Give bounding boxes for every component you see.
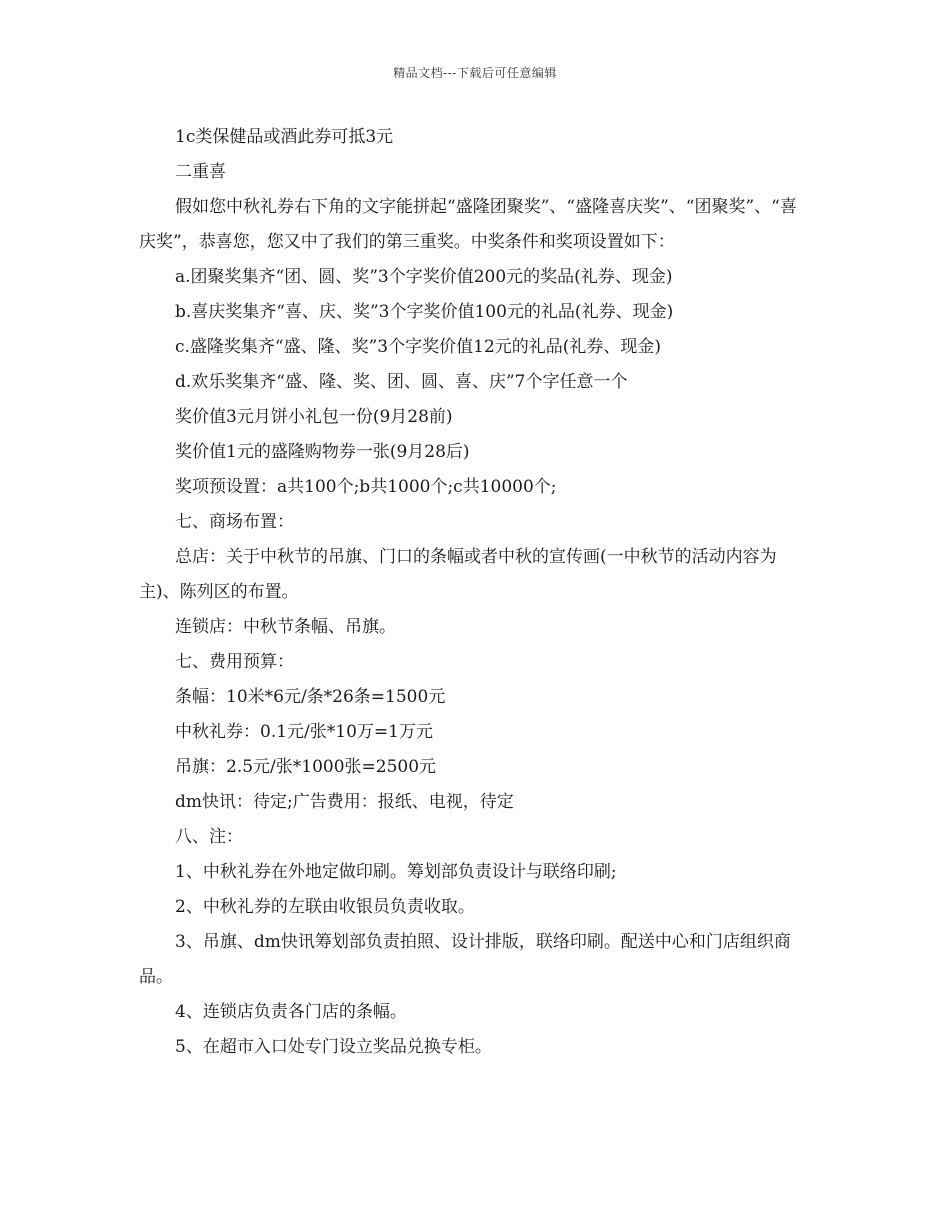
heading-second-prize: 二重喜 (175, 162, 226, 182)
paragraph-note-1: 1、中秋礼券在外地定做印刷。筹划部负责设计与联络印刷; (175, 862, 617, 882)
document-body (139, 120, 807, 1065)
paragraph-prize-quantity: 奖项预设置：a共100个;b共1000个;c共10000个; (175, 477, 557, 497)
paragraph-note-4: 4、连锁店负责各门店的条幅。 (175, 1002, 407, 1022)
paragraph-prize-d: d.欢乐奖集齐“盛、隆、奖、团、圆、喜、庆”7个字任意一个 (175, 372, 628, 392)
paragraph-prize-a: a.团聚奖集齐“团、圆、奖”3个字奖价值200元的奖品(礼券、现金) (175, 267, 673, 287)
paragraph-budget-dm: dm快讯：待定;广告费用：报纸、电视，待定 (175, 792, 514, 812)
paragraph-prize-d-before: 奖价值3元月饼小礼包一份(9月28前) (175, 407, 453, 427)
paragraph-budget-banner: 条幅：10米*6元/条*26条=1500元 (175, 687, 446, 707)
heading-notes: 八、注： (175, 827, 243, 847)
paragraph-budget-flag: 吊旗：2.5元/张*1000张=2500元 (175, 757, 437, 777)
paragraph-prize-b: b.喜庆奖集齐“喜、庆、奖”3个字奖价值100元的礼品(礼券、现金) (175, 302, 674, 322)
paragraph-note-2: 2、中秋礼券的左联由收银员负责收取。 (175, 897, 475, 917)
paragraph-note-3: 3、吊旗、dm快讯筹划部负责拍照、设计排版，联络印刷。配送中心和门店组织商品。 (139, 932, 791, 987)
paragraph-chain-store: 连锁店：中秋节条幅、吊旗。 (175, 617, 396, 637)
paragraph-budget-coupon: 中秋礼券：0.1元/张*10万=1万元 (175, 722, 433, 742)
page-header: 精品文档---下载后可任意编辑 (393, 66, 557, 80)
heading-budget: 七、费用预算： (175, 652, 294, 672)
paragraph-prize-d-after: 奖价值1元的盛隆购物券一张(9月28后) (175, 442, 470, 462)
paragraph-coupon-1c: 1c类保健品或酒此券可抵3元 (175, 127, 394, 147)
paragraph-note-5: 5、在超市入口处专门设立奖品兑换专柜。 (175, 1037, 492, 1057)
paragraph-third-prize-intro: 假如您中秋礼券右下角的文字能拼起“盛隆团聚奖”、“盛隆喜庆奖”、“团聚奖”、“喜庆奖”，恭喜您，您又中了我们的第三重奖。中奖条件和奖项设置如下： (139, 197, 797, 252)
paragraph-prize-c: c.盛隆奖集齐“盛、隆、奖”3个字奖价值12元的礼品(礼券、现金) (175, 337, 662, 357)
paragraph-main-store: 总店：关于中秋节的吊旗、门口的条幅或者中秋的宣传画(一中秋节的活动内容为主)、陈列区的布置。 (139, 547, 777, 602)
heading-store-layout: 七、商场布置： (175, 512, 294, 532)
